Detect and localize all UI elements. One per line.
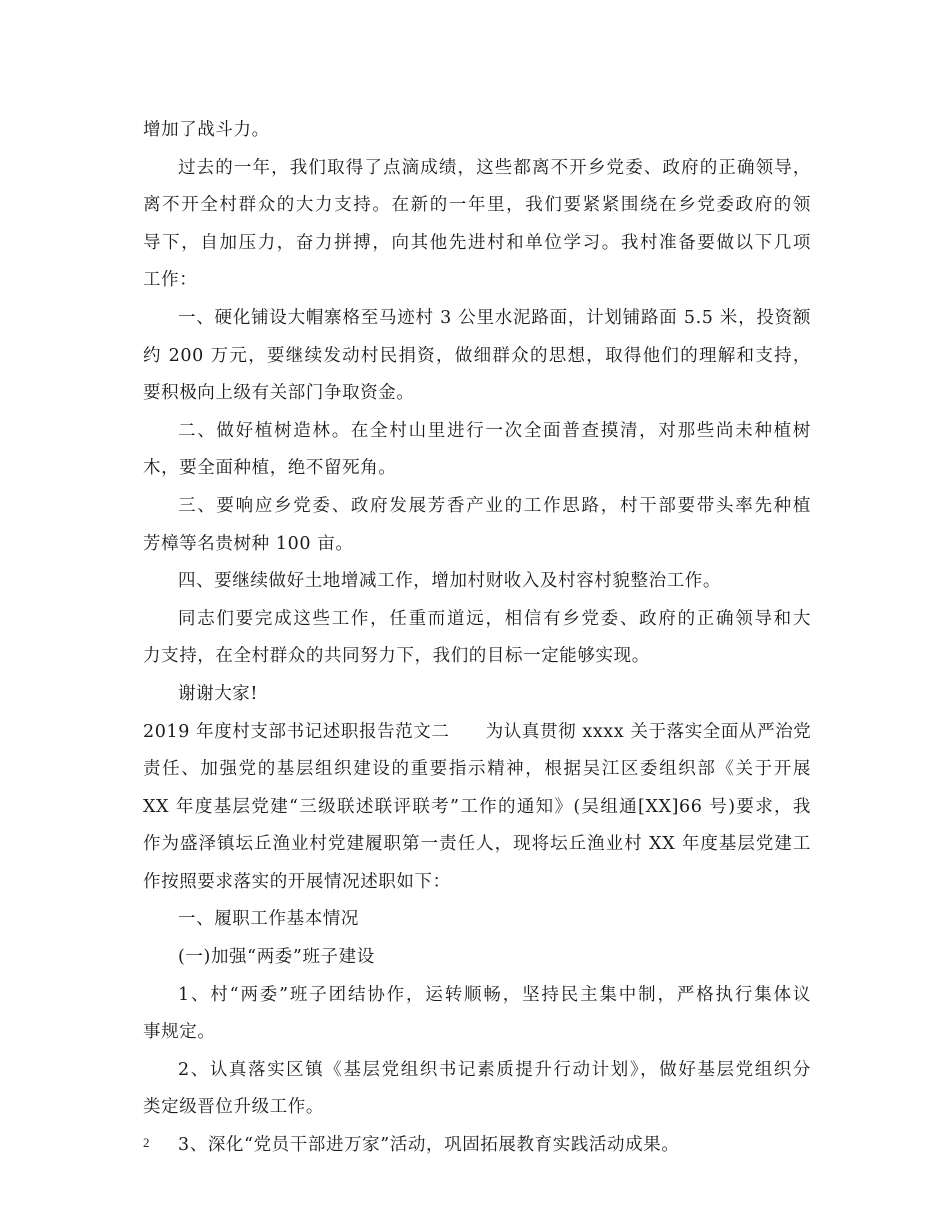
text-line: 四、要继续做好土地增减工作，增加村财收入及村容村貌整治工作。 — [178, 571, 721, 592]
text-line: 作为盛泽镇坛丘渔业村党建履职第一责任人，现将坛丘渔业村 XX 年度基层党建工 — [143, 834, 811, 855]
text-line: 力支持，在全村群众的共同努力下，我们的目标一定能够实现。 — [143, 646, 650, 667]
text-line: 一、硬化铺设大帽寨格至马迹村 3 公里水泥路面，计划铺路面 5.5 米，投资额 — [178, 307, 811, 328]
text-line: 2、认真落实区镇《基层党组织书记素质提升行动计划》，做好基层党组织分 — [178, 1059, 811, 1080]
text-line: 三、要响应乡党委、政府发展芳香产业的工作思路，村干部要带头率先种植 — [178, 495, 811, 516]
text-line: 木，要全面种植，绝不留死角。 — [143, 458, 397, 479]
text-line: 芳樟等名贵树种 100 亩。 — [143, 533, 354, 554]
text-line: 谢谢大家! — [178, 683, 259, 704]
body-text — [143, 112, 811, 1165]
text-line: 同志们要完成这些工作，任重而道远，相信有乡党委、政府的正确领导和大 — [178, 608, 811, 629]
text-line: 责任、加强党的基层组织建设的重要指示精神，根据吴江区委组织部《关于开展 — [143, 759, 811, 780]
text-line: 3、深化“党员干部进万家”活动，巩固拓展教育实践活动成果。 — [178, 1135, 680, 1156]
text-line: 导下，自加压力，奋力拼搏，向其他先进村和单位学习。我村准备要做以下几项 — [143, 232, 811, 253]
text-line: 约 200 万元，要继续发动村民捐资，做细群众的思想，取得他们的理解和支持， — [143, 345, 811, 366]
text-line: 工作： — [143, 270, 198, 291]
subheading-line: 一、履职工作基本情况 — [178, 909, 359, 930]
text-line: 二、做好植树造林。在全村山里进行一次全面普查摸清，对那些尚未种植树 — [178, 420, 811, 441]
text-line: 作按照要求落实的开展情况述职如下： — [143, 871, 451, 892]
section-heading-line: 2019 年度村支部书记述职报告范文二 为认真贯彻 xxxx 关于落实全面从严治党 — [143, 721, 812, 742]
text-line: 类定级晋位升级工作。 — [143, 1097, 324, 1118]
text-line: XX 年度基层党建“三级联述联评联考”工作的通知》(吴组通[XX]66 号)要求，我 — [143, 796, 811, 817]
text-line: 事规定。 — [143, 1022, 216, 1043]
subheading-line: (一)加强“两委”班子建设 — [178, 947, 375, 968]
text-line: 增加了战斗力。 — [143, 120, 270, 140]
text-line: 1、村“两委”班子团结协作，运转顺畅，坚持民主集中制，严格执行集体议 — [178, 984, 811, 1005]
text-line: 要积极向上级有关部门争取资金。 — [143, 383, 415, 404]
text-line: 过去的一年，我们取得了点滴成绩，这些都离不开乡党委、政府的正确领导， — [178, 157, 811, 178]
page-number: 2 — [143, 1135, 150, 1150]
text-line: 离不开全村群众的大力支持。在新的一年里，我们要紧紧围绕在乡党委政府的领 — [143, 195, 811, 216]
